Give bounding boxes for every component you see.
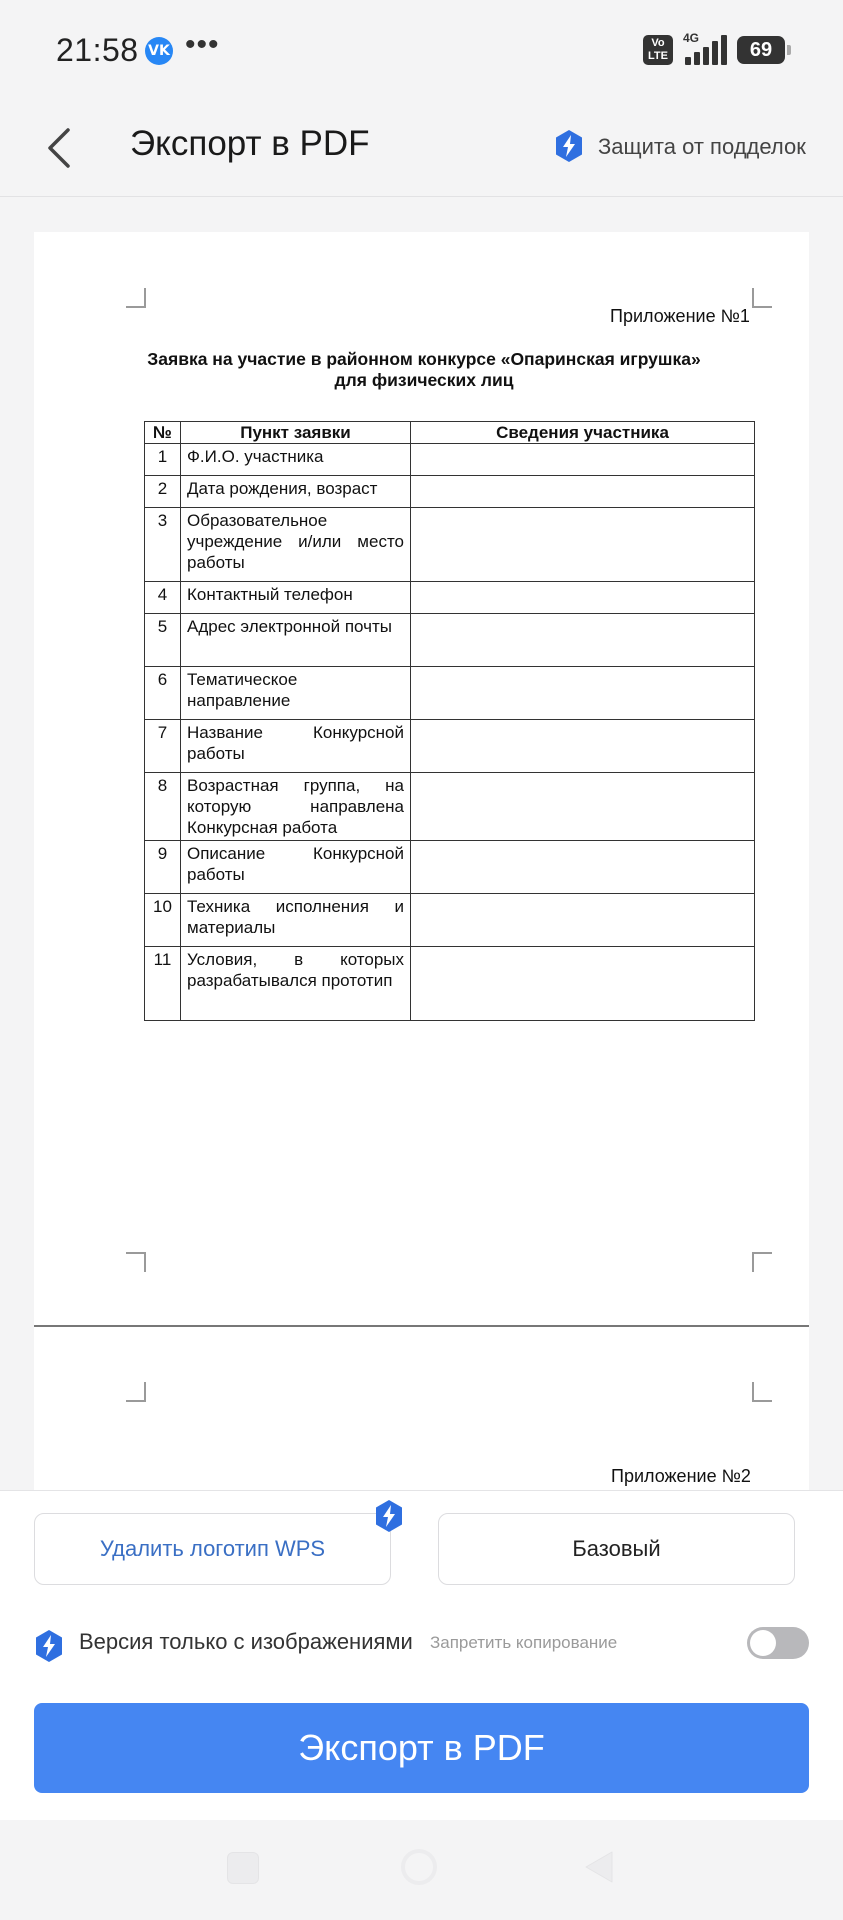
system-nav-bar [0, 1820, 843, 1920]
appendix-label: Приложение №1 [610, 306, 750, 326]
remove-wps-logo-button[interactable]: Удалить логотип WPS [34, 1513, 391, 1585]
row-number: 1 [145, 444, 181, 476]
row-value [411, 444, 755, 476]
row-number: 7 [145, 720, 181, 773]
volte-icon: Vo LTE [643, 35, 673, 65]
row-item: Образовательное учреждение и/или место работы [181, 508, 411, 582]
row-number: 6 [145, 667, 181, 720]
more-dots-icon: ••• [185, 28, 220, 61]
row-item: Возрастная группа, на которую направлена Конкурсная работа [181, 773, 411, 841]
application-table [144, 421, 755, 1021]
row-value [411, 720, 755, 773]
page-title: Экспорт в PDF [130, 124, 370, 163]
row-number: 3 [145, 508, 181, 582]
table-header: Пункт заявки [181, 422, 411, 444]
row-item: Название Конкурсной работы [181, 720, 411, 773]
row-item: Контактный телефон [181, 582, 411, 614]
row-number: 10 [145, 894, 181, 947]
row-value [411, 476, 755, 508]
table-row [145, 444, 755, 476]
table-row [145, 841, 755, 894]
toggle-knob [750, 1630, 776, 1656]
crop-mark [126, 1382, 146, 1402]
table-row [145, 508, 755, 582]
export-pdf-button[interactable]: Экспорт в PDF [34, 1703, 809, 1793]
pdf-preview[interactable] [34, 232, 809, 1490]
top-app-bar [0, 100, 843, 197]
table-row [145, 667, 755, 720]
row-value [411, 508, 755, 582]
status-time: 21:58 [56, 32, 139, 68]
row-item: Техника исполнения и материалы [181, 894, 411, 947]
row-value [411, 894, 755, 947]
home-icon[interactable] [401, 1849, 437, 1885]
appendix-label: Приложение №2 [611, 1466, 751, 1486]
page-separator [34, 1325, 809, 1327]
back-icon[interactable] [42, 126, 82, 170]
table-row [145, 947, 755, 1021]
export-options-panel [0, 1490, 843, 1821]
row-number: 9 [145, 841, 181, 894]
row-number: 5 [145, 614, 181, 667]
signal-icon [683, 33, 729, 65]
table-row [145, 582, 755, 614]
row-item: Условия, в которых разрабатывался прототип [181, 947, 411, 1021]
images-only-label: Версия только с изображениями [79, 1629, 413, 1654]
row-number: 2 [145, 476, 181, 508]
disable-copy-label: Запретить копирование [430, 1633, 618, 1652]
images-only-option [0, 1619, 843, 1671]
row-value [411, 773, 755, 841]
row-item: Тематическое направление [181, 667, 411, 720]
crop-mark [126, 288, 146, 308]
row-item: Дата рождения, возраст [181, 476, 411, 508]
anti-forgery-protection-link[interactable]: Защита от подделок [598, 134, 806, 159]
row-number: 11 [145, 947, 181, 1021]
back-triangle-icon[interactable] [584, 1850, 614, 1884]
table-row [145, 773, 755, 841]
images-only-toggle[interactable] [747, 1627, 809, 1659]
network-type: 4G [683, 31, 700, 45]
table-row [145, 614, 755, 667]
row-value [411, 582, 755, 614]
table-header: Сведения участника [411, 422, 755, 444]
basic-mode-button[interactable]: Базовый [438, 1513, 795, 1585]
row-item: Описание Конкурсной работы [181, 841, 411, 894]
table-row [145, 476, 755, 508]
row-value [411, 614, 755, 667]
row-number: 8 [145, 773, 181, 841]
row-item: Адрес электронной почты [181, 614, 411, 667]
row-value [411, 947, 755, 1021]
crop-mark [752, 1252, 772, 1272]
row-value [411, 667, 755, 720]
crop-mark [752, 288, 772, 308]
table-header: № [145, 422, 181, 444]
table-row [145, 720, 755, 773]
status-bar [0, 0, 843, 100]
battery-icon: 69 [737, 36, 785, 64]
premium-bolt-icon [34, 1629, 64, 1663]
crop-mark [752, 1382, 772, 1402]
premium-bolt-icon [374, 1499, 404, 1533]
table-row [145, 894, 755, 947]
recent-apps-icon[interactable] [227, 1852, 259, 1884]
document-title: Заявка на участие в районном конкурсе «Опаринская игрушка» для физических лиц [147, 349, 701, 390]
row-item: Ф.И.О. участника [181, 444, 411, 476]
row-value [411, 841, 755, 894]
crop-mark [126, 1252, 146, 1272]
table-header-row [145, 422, 755, 444]
shield-bolt-icon[interactable] [554, 129, 584, 163]
row-number: 4 [145, 582, 181, 614]
vk-icon: VK [145, 37, 173, 65]
